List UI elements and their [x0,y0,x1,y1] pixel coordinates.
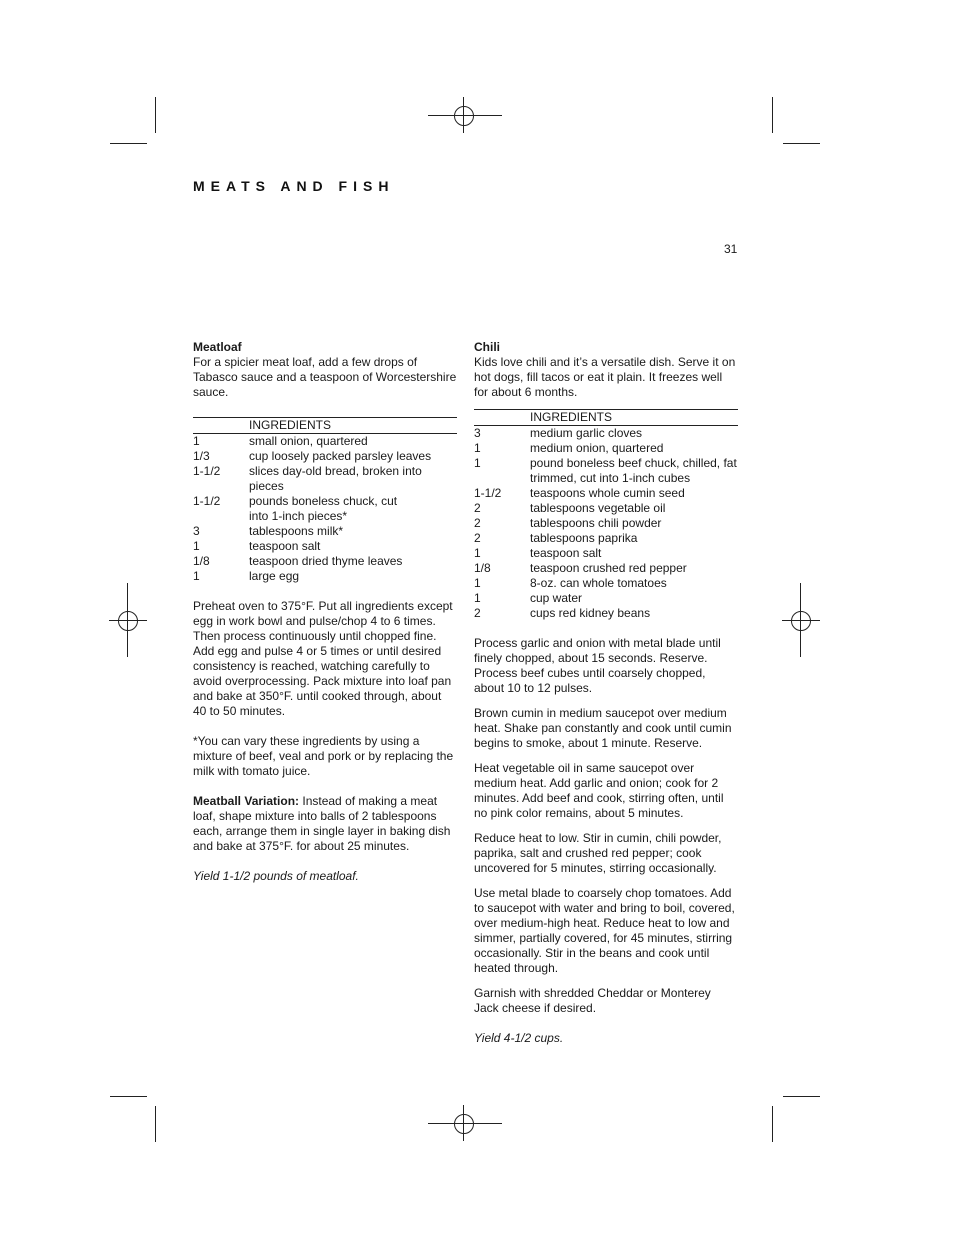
ingredient-name: tablespoons chili powder [530,516,662,530]
ingredient-qty: 1-1/2 [193,494,221,508]
ingredient-row [474,441,738,456]
ingredients-table [193,417,457,584]
recipe-intro: For a spicier meat loaf, add a few drops of Tabasco sauce and a teaspoon of Worcestershire sauce. [193,355,457,399]
ingredients-header: INGREDIENTS [249,418,332,432]
ingredients-header-row [193,418,457,434]
meatloaf-recipe [193,340,457,884]
ingredient-name: tablespoons paprika [530,531,638,545]
ingredient-qty: 2 [474,531,481,545]
ingredient-name: slices day-old bread, broken into pieces [249,464,422,493]
recipe-step: Brown cumin in medium saucepot over medium heat. Shake pan constantly and cook until cumin begins to smoke, about 1 minute. Reserve. [474,706,732,750]
ingredient-name: 8-oz. can whole tomatoes [530,576,667,590]
ingredient-qty: 1 [474,591,481,605]
crop-mark [783,1096,820,1097]
recipe-yield: Yield 1-1/2 pounds of meatloaf. [193,869,359,883]
meatball-variation [193,794,457,854]
crop-mark [772,97,773,133]
recipe-yield: Yield 4-1/2 cups. [474,1031,564,1045]
ingredient-row [474,591,738,606]
recipe-note: *You can vary these ingredients by using a mixture of beef, veal and pork or by replacing the milk with tomato juice. [193,734,454,778]
ingredient-name: tablespoons vegetable oil [530,501,666,515]
recipe-step: Garnish with shredded Cheddar or Monterey Jack cheese if desired. [474,986,711,1015]
ingredient-name: cup loosely packed parsley leaves [249,449,432,463]
ingredient-row [474,606,738,621]
ingredient-name: pounds boneless chuck, cut into 1-inch pieces* [249,494,398,523]
ingredient-row [193,524,457,539]
ingredient-name: large egg [249,569,300,583]
ingredient-name: medium onion, quartered [530,441,664,455]
recipe-step: Process garlic and onion with metal blade until finely chopped, about 15 seconds. Reserve. Process beef cubes until coarsely chopped, about 10 to 12 pulses. [474,636,721,695]
crop-mark [110,1096,147,1097]
ingredient-row [474,426,738,441]
ingredient-qty: 1 [474,456,481,470]
crop-mark [155,1106,156,1142]
ingredient-qty: 1/8 [474,561,491,575]
ingredient-qty: 1 [193,569,200,583]
ingredient-qty: 1 [193,434,200,448]
variation-label: Meatball Variation: [193,794,300,808]
ingredient-row [193,464,457,494]
ingredient-qty: 1 [474,546,481,560]
recipe-intro: Kids love chili and it’s a versatile dish. Serve it on hot dogs, fill tacos or eat it plain. It freezes well for about 6 months. [474,355,736,399]
ingredient-name: cups red kidney beans [530,606,651,620]
variation-text: Instead of making a meat loaf, shape mixture into balls of 2 tablespoons each, arrange them in single layer in baking dish and bake at 375°F. for about 25 minutes. [193,794,451,853]
ingredient-row [474,546,738,561]
ingredients-header: INGREDIENTS [530,410,613,424]
ingredient-row [474,486,738,501]
ingredient-row [474,456,738,486]
ingredient-row [193,434,457,449]
ingredient-qty: 1/3 [193,449,210,463]
ingredient-row [474,531,738,546]
recipe-step: Reduce heat to low. Stir in cumin, chili powder, paprika, salt and crushed red pepper; cook uncovered for 5 minutes, stirring occasionally. [474,831,722,875]
ingredient-qty: 2 [474,606,481,620]
ingredient-qty: 1 [193,539,200,553]
section-title: MEATS AND FISH [193,178,395,194]
ingredient-name: pound boneless beef chuck, chilled, fat trimmed, cut into 1-inch cubes [530,456,737,485]
ingredient-row [193,554,457,569]
chili-recipe [474,340,738,1046]
ingredients-table [474,409,738,621]
crop-mark [772,1106,773,1142]
ingredient-row [193,569,457,584]
ingredient-name: teaspoon salt [249,539,321,553]
ingredient-qty: 1-1/2 [193,464,221,478]
ingredient-row [193,494,457,524]
ingredient-qty: 3 [193,524,200,538]
ingredient-qty: 1 [474,441,481,455]
crop-mark [155,97,156,133]
ingredient-name: teaspoon salt [530,546,602,560]
ingredient-row [474,561,738,576]
ingredient-row [474,576,738,591]
ingredient-row [193,449,457,464]
ingredient-name: medium garlic cloves [530,426,643,440]
crop-mark [783,143,820,144]
ingredient-name: cup water [530,591,583,605]
ingredient-qty: 1 [474,576,481,590]
crop-mark [110,143,147,144]
ingredient-name: teaspoon dried thyme leaves [249,554,403,568]
ingredient-qty: 1-1/2 [474,486,502,500]
ingredient-qty: 2 [474,501,481,515]
ingredient-qty: 2 [474,516,481,530]
recipe-step: Heat vegetable oil in same saucepot over medium heat. Add garlic and onion; cook for 2 minutes. Add beef and cook, stirring often, until no pink color remains, about 5 minutes. [474,761,724,820]
ingredient-qty: 1/8 [193,554,210,568]
ingredient-row [193,539,457,554]
recipe-instructions: Preheat oven to 375°F. Put all ingredients except egg in work bowl and pulse/chop 4 to 6 times. Then process continuously until chopped fine. Add egg and pulse 4 or 5 times or until desired consistency is reached, watching carefully to avoid overprocessing. Pack mixture into loaf pan and bake at 350°F. until cooked through, about 40 to 50 minutes. [193,599,453,718]
ingredient-qty: 3 [474,426,481,440]
recipe-step: Use metal blade to coarsely chop tomatoes. Add to saucepot with water and bring to boil, covered, over medium-high heat. Reduce heat to low and simmer, partially covered, for 45 minutes, stirring occasionally. Stir in the beans and cook until heated through. [474,886,735,975]
ingredient-row [474,501,738,516]
recipe-title: Meatloaf [193,340,242,354]
recipe-title: Chili [474,340,500,354]
ingredient-row [474,516,738,531]
ingredient-name: tablespoons milk* [249,524,344,538]
ingredient-name: small onion, quartered [249,434,368,448]
ingredient-name: teaspoon crushed red pepper [530,561,687,575]
ingredient-name: teaspoons whole cumin seed [530,486,685,500]
page-number: 31 [724,242,738,256]
ingredients-header-row [474,410,738,426]
